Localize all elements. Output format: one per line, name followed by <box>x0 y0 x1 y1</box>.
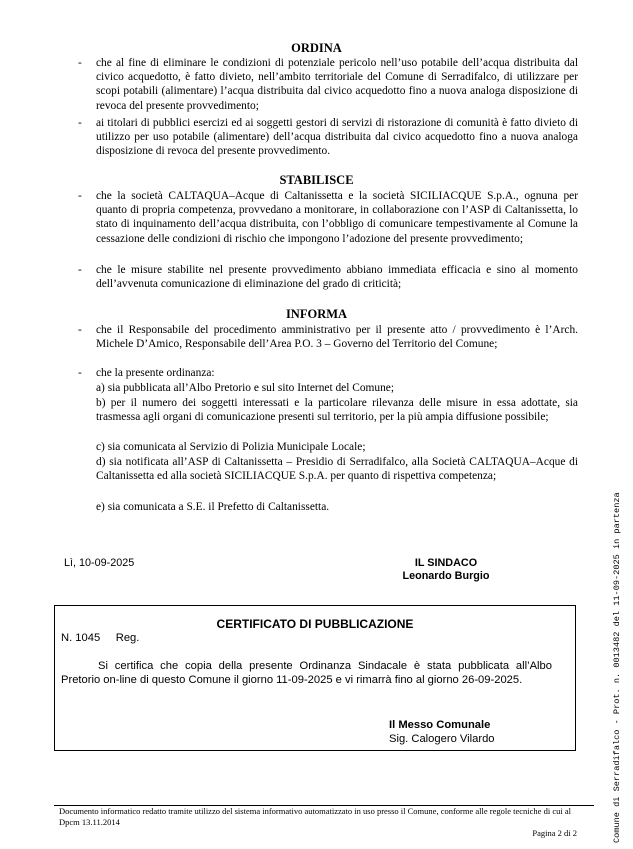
protocol-stamp: Comune di Serradifalco - Prot. n. 0013482 del 11-09-2025 in partenza <box>612 492 622 843</box>
informa-item-1: che il Responsabile del procedimento amministrativo per il presente atto / provvedimento è l’Arch. Michele D’Amico, Responsabile dell’Area P.O. 3 – Governo del Territorio del Comune; <box>96 324 578 351</box>
ordina-item-1: che al fine di eliminare le condizioni di potenziale pericolo nell’uso potabile dell’acqua distribuita dal civico acquedotto, è fatto divieto, nell’ambito territoriale del Comune di Serradifalco, di utilizzare per scopi potabili (alimentare) l’acqua distribuita dal civico acquedotto fino a nuova analoga disposizione di revoca del presente provvedimento; <box>96 57 578 112</box>
footer-note: Documento informatico redatto tramite utilizzo del sistema informativo automatizzato in uso presso il Comune, conforme alle regole tecniche di cui al Dpcm 13.11.2014 <box>59 806 571 827</box>
bullet-dash: - <box>78 367 82 379</box>
bullet-dash: - <box>78 324 82 336</box>
bullet-dash: - <box>78 57 82 69</box>
bullet-dash: - <box>78 264 82 276</box>
informa-sub-item-d: d) sia notificata all’ASP di Caltanissetta – Presidio di Serradifalco, alla Società CALTAQUA–Acque di Caltanissetta ed alla società SICILIACQUE S.p.A. per quanto di rispettiva competenza; <box>96 456 578 483</box>
informa-sub-item-a: a) sia pubblicata all’Albo Pretorio e sul sito Internet del Comune; <box>96 382 394 394</box>
signature-name: Leonardo Burgio <box>402 570 490 582</box>
signature-role: IL SINDACO <box>414 557 478 569</box>
section-heading-stabilisce: STABILISCE <box>279 173 354 187</box>
section-heading-ordina: ORDINA <box>291 41 342 55</box>
bullet-dash: - <box>78 190 82 202</box>
informa-sub-item-c: c) sia comunicata al Servizio di Polizia Municipale Locale; <box>96 441 366 453</box>
section-heading-informa: INFORMA <box>285 307 348 321</box>
certificate-body: Si certifica che copia della presente Ordinanza Sindacale è stata pubblicata all’Albo Pretorio on-line di questo Comune il giorno 11-09-2025 e vi rimarrà fino al giorno 26-09-2025. <box>61 660 552 686</box>
certificate-box <box>54 605 576 751</box>
certificate-reg <box>61 632 139 644</box>
stabilisce-item-2: che le misure stabilite nel presente provvedimento abbiano immediata efficacia e sino al momento dell’avvenuta comunicazione di eliminazione del grado di criticità; <box>96 264 578 291</box>
informa-sub-item-b: b) per il numero dei soggetti interessati e la particolare rilevanza delle misure in essa adottate, sia trasmessa agli organi di comunicazione presenti sul territorio, per la più ampia diffusione possibile; <box>96 397 578 424</box>
reg-number: N. 1045 <box>61 632 101 644</box>
stabilisce-item-1: che la società CALTAQUA–Acque di Caltanissetta e la società SICILIACQUE S.p.A., ognuna per quanto di propria competenza, provvedano a monitorare, in collaborazione con l’ASP di Caltanissetta, lo stato di inquinamento dell’acqua distribuita, con l’obbligo di comunicare tempestivamente al Comune la cessazione delle condizioni di rischio che impongono l’adozione del presente provvedimento; <box>96 190 578 245</box>
bullet-dash: - <box>78 117 82 129</box>
place-date: Lì, 10-09-2025 <box>64 557 135 569</box>
informa-sub-item-e: e) sia comunicata a S.E. il Prefetto di Caltanissetta. <box>96 501 330 513</box>
ordina-item-2: ai titolari di pubblici esercizi ed ai soggetti gestori di servizi di ristorazione di comunità è fatto divieto di utilizzo per uso potabile (alimentare) dell’acqua distribuita dal civico acquedotto fino a nuova analoga disposizione di revoca del presente provvedimento. <box>96 117 578 158</box>
messo-name: Sig. Calogero Vilardo <box>389 733 495 745</box>
messo-role: Il Messo Comunale <box>389 719 491 731</box>
reg-label: Reg. <box>115 632 140 644</box>
informa-item-2: che la presente ordinanza: <box>96 367 215 379</box>
certificate-title: CERTIFICATO DI PUBBLICAZIONE <box>216 617 414 631</box>
page-number: Pagina 2 di 2 <box>532 828 577 838</box>
